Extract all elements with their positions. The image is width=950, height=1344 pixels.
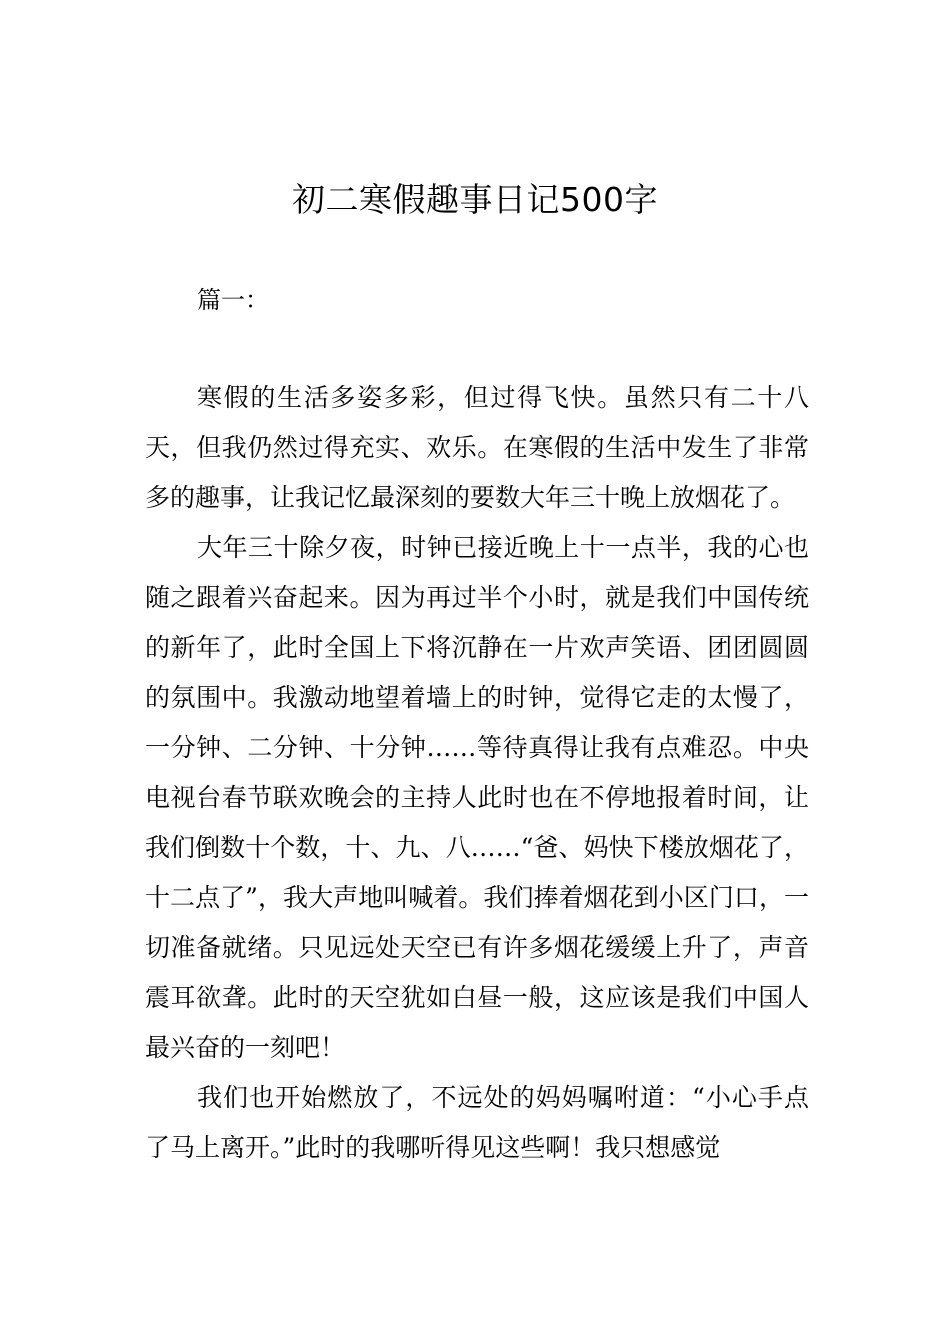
paragraph: 我们也开始燃放了，不远处的妈妈嘱咐道：“小心手点了马上离开。”此时的我哪听得见这些啊！我只想感觉 [145, 1083, 809, 1162]
paragraph: 寒假的生活多姿多彩，但过得飞快。虽然只有二十八天，但我仍然过得充实、欢乐。在寒假的生活中发生了非常多的趣事，让我记忆最深刻的要数大年三十晚上放烟花了。 [145, 383, 809, 512]
document-title: 初二寒假趣事日记500字 [292, 180, 658, 219]
section-label: 篇一： [197, 286, 269, 314]
paragraph: 大年三十除夕夜，时钟已接近晚上十一点半，我的心也随之跟着兴奋起来。因为再过半个小时，就是我们中国传统的新年了，此时全国上下将沉静在一片欢声笑语、团团圆圆的氛围中。我激动地望着墙上的时钟，觉得它走的太慢了，一分钟、二分钟、十分钟……等待真得让我有点难忍。中央电视台春节联欢晚会的主持人此时也在不停地报着时间，让我们倒数十个数，十、九、八……“爸、妈快下楼放烟花了，十二点了”，我大声地叫喊着。我们捧着烟花到小区门口，一切准备就绪。只见远处天空已有许多烟花缓缓上升了，声音震耳欲聋。此时的天空犹如白昼一般，这应该是我们中国人最兴奋的一刻吧！ [145, 533, 809, 1062]
document-body [145, 373, 809, 1173]
